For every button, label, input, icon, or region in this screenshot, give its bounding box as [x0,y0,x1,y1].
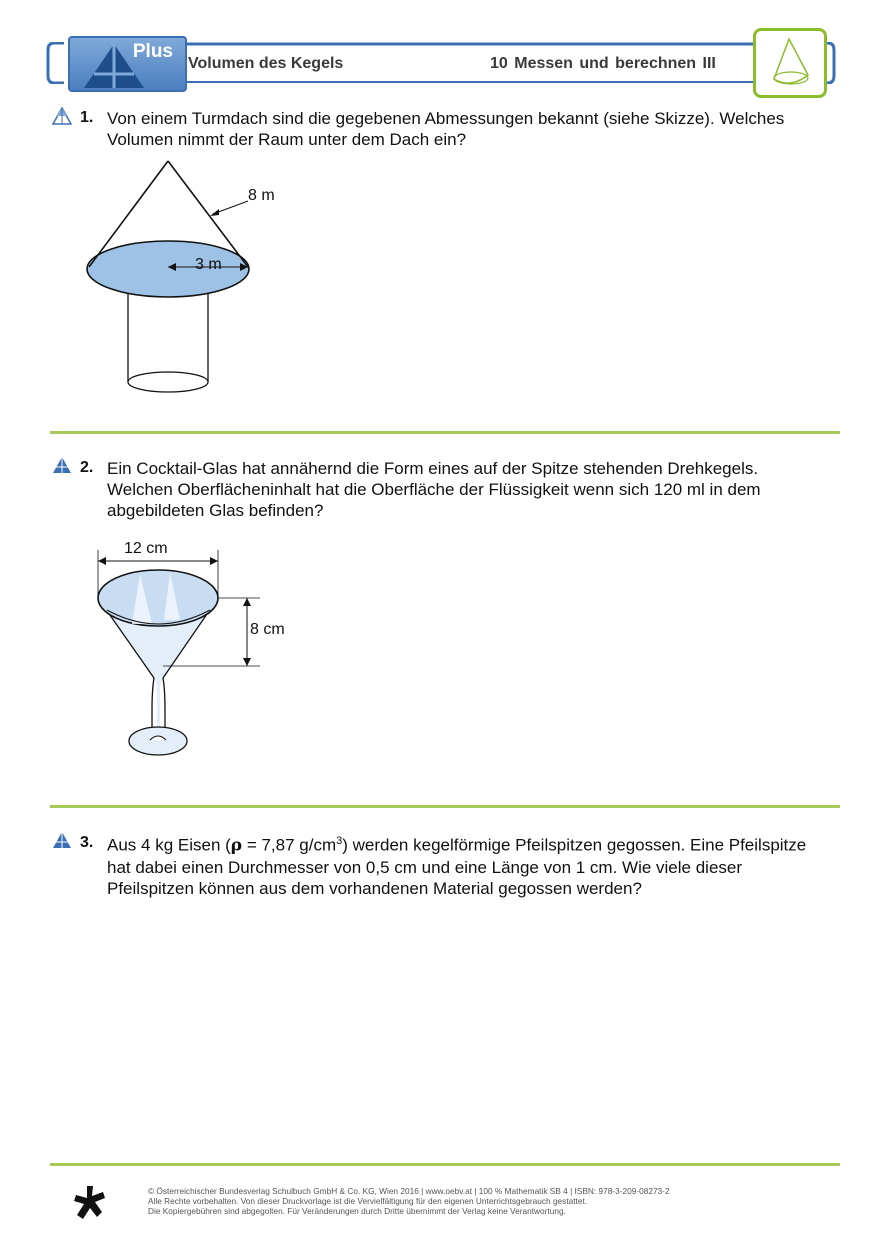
logo-label: Plus [132,41,173,62]
height-label: 8 cm [250,621,285,638]
footer-line: Die Kopiergebühren sind abgegolten. Für Veränderungen durch Dritte übernimmt der Verlag keine Verantwortung. [148,1206,566,1216]
task-2-line: Ein Cocktail-Glas hat annähernd die Form eines auf der Spitze stehenden Drehkegels. [107,459,759,478]
slant-label: 8 m [248,187,275,204]
task-2-number: 2. [80,459,94,476]
task-3-text [107,831,852,899]
diameter-label: 12 cm [124,540,168,557]
task-2-line: Welchen Oberflächeninhalt hat die Oberfläche der Flüssigkeit wenn sich 120 ml in dem [107,480,761,499]
rho-symbol: ρ [230,835,243,856]
task-1-number: 1. [80,109,94,126]
page-title: Volumen des Kegels [188,55,344,72]
footer-line: Alle Rechte vorbehalten. Von dieser Druckvorlage ist die Vervielfältigung für den eigenen Unterrichtsgebrauch gestattet. [148,1196,588,1206]
separator [50,431,840,434]
task-2-line: abgebildeten Glas befinden? [107,501,324,520]
cube-superscript: 3 [336,835,343,847]
footer-line: © Österreichischer Bundesverlag Schulbuch GmbH & Co. KG, Wien 2016 | www.oebv.at | 100 % Mathematik SB 4 | ISBN: 978-3-209-08273-2 [148,1186,670,1196]
task-1-line: Volumen nimmt der Raum unter dem Dach ein? [107,130,467,149]
separator [50,805,840,808]
chapter-title: 10 Messen und berechnen III [490,55,716,72]
tower-roof-figure [80,155,270,400]
footer-legal [148,1186,848,1216]
level-icon [52,831,72,849]
level-icon [52,456,72,474]
radius-label: 3 m [195,256,222,273]
slant-arrowhead [210,209,219,216]
task-3-text-post: ) werden kegelförmige Pfeilspitzen gegossen. Eine Pfeilspitze [342,835,807,855]
footer-separator [50,1163,840,1166]
task-3-number: 3. [80,834,94,851]
task-3-line [107,831,852,857]
level-icon [52,107,72,125]
glass-foot [129,727,187,755]
cocktail-glass-figure [90,540,290,765]
roof-base-ellipse [87,241,249,297]
plus-logo [68,36,187,92]
task-3-line: Pfeilspitzen können aus dem vorhandenen Material gegossen werden? [107,878,642,898]
task-1-line: Von einem Turmdach sind die gegebenen Abmessungen bekannt (siehe Skizze). Welches [107,109,785,128]
task-3-text-pre: Aus 4 kg Eisen ( [107,835,231,855]
stem-left [152,678,154,735]
cone-icon [756,31,824,95]
task-3-line: hat dabei einen Durchmesser von 0,5 cm und eine Länge von 1 cm. Wie viele dieser [107,857,743,877]
cone-thumbnail [753,28,827,98]
stem-right [163,678,165,735]
task-1-text [107,108,847,150]
glass-rim [98,570,218,626]
task-3-text-eq: = 7,87 g/cm [242,835,337,855]
task-2-text [107,458,847,521]
publisher-logo-icon [72,1184,108,1222]
tower-base [128,372,208,392]
